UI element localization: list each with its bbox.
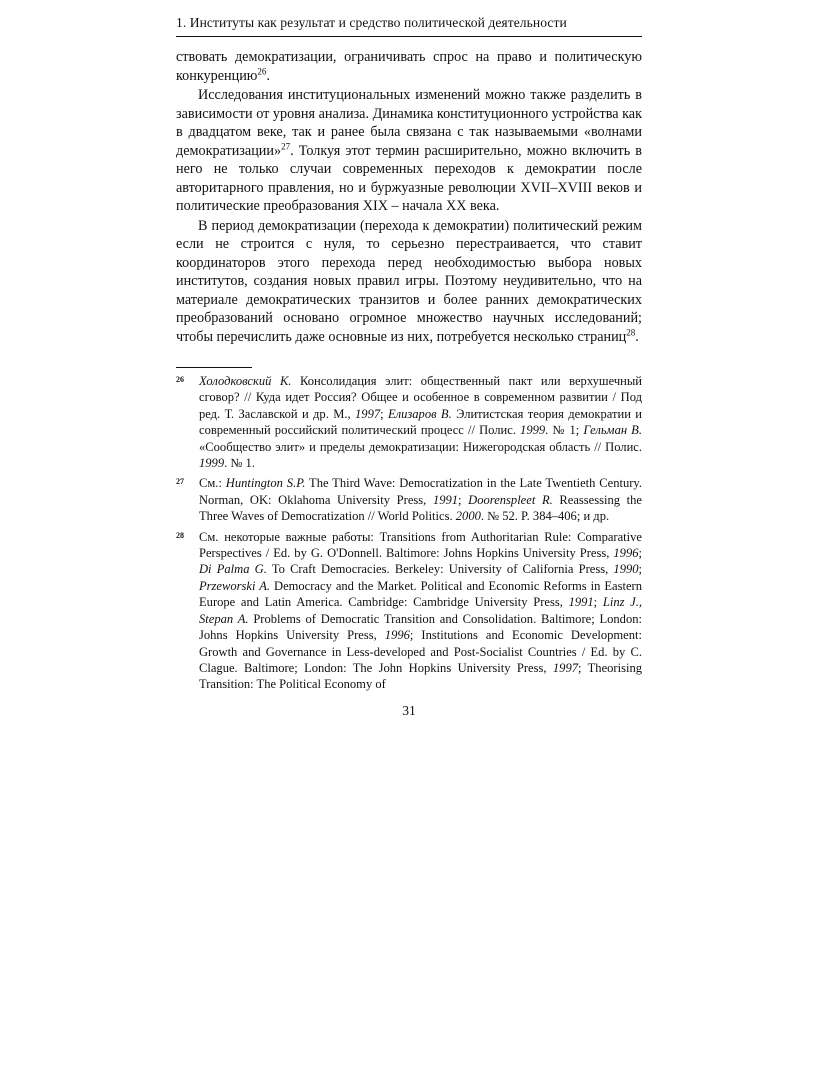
footnote-run: Элитистская теория демократии и современный российский политический процесс // Полис. [199, 406, 642, 438]
footnote-italic-run: Di Palma G. [199, 562, 267, 577]
paragraph-text: В период демократизации (перехода к демократии) политический режим если не строится с нуля, то серьезно перестраивается, что ставит координаторов этого перехода перед необходимостью выбора новых институтов, создания новых правил игры. Поэтому неудивительно, что на материале демократических транзитов и более ранних демократических преобразований основано огромное множество научных исследований; чтобы перечислить даже основные из них, потребуется несколько страниц [176, 217, 642, 345]
book-page [176, 14, 642, 719]
footnote-run: ; Theorising Transition: The Political Economy of [199, 660, 642, 692]
footnote-number: 27 [176, 477, 184, 487]
footnote-italic-run: 1996 [613, 546, 639, 561]
paragraph-text: Исследования институциональных изменений можно также разделить в зависимости от уровня анализа. Динамика конституционного устройства как в двадцатом веке, так и ранее была связана с так называемыми «волнами демократизации» [176, 87, 642, 159]
running-head: 1. Институты как результат и средство политической деятельности [176, 14, 642, 37]
footnote-italic-run: Елизаров В. [387, 406, 452, 421]
footnote-italic-run: 1996 [384, 628, 410, 643]
footnote-run: . № 52. P. 384–406; и др. [480, 509, 610, 524]
main-text [176, 48, 642, 346]
footnote-ref: 26 [257, 65, 267, 76]
footnote-italic-run: 2000 [455, 509, 481, 524]
footnote-italic-run: 1991 [432, 492, 459, 507]
footnote-run: Democracy and the Market. Political and Economic Reforms in Eastern Europe and Latin America. Cambridge: Cambridge University Press, [199, 578, 642, 610]
footnote-run: . № 1. [224, 456, 255, 471]
footnote-italic-run: Гельман В. [583, 423, 642, 438]
footnotes [176, 373, 642, 693]
footnote-run: Problems of Democratic Transition and Consolidation. Baltimore; London: Johns Hopkins University Press, [199, 611, 642, 643]
footnote-run: См. некоторые важные работы: Transitions from Authoritarian Rule: Comparative Perspectives / Ed. by G. O'Donnell. Baltimore: Johns Hopkins University Press, [199, 529, 642, 561]
footnote-separator [176, 367, 252, 368]
paragraph-tail: . [635, 328, 639, 345]
footnote-italic-run: Przeworski A. [199, 578, 271, 593]
footnote-run: «Сообщество элит» и пределы демократизации: Нижегородская область // Полис. [199, 439, 642, 454]
footnote [176, 373, 642, 471]
paragraph [176, 217, 642, 347]
footnote-run: To Craft Democracies. Berkeley: University of California Press, [266, 562, 614, 577]
footnote-ref: 27 [281, 140, 291, 151]
footnote-number: 26 [176, 375, 184, 384]
paragraph [176, 48, 642, 85]
footnote-italic-run: Doorenspleet R. [468, 492, 553, 507]
footnote-run: ; [380, 406, 388, 421]
footnote-italic-run: Huntington S.P. [225, 476, 306, 491]
footnote-run: ; [638, 546, 642, 561]
footnote-italic-run: 1999 [520, 423, 546, 438]
footnote-text [199, 476, 642, 523]
page-number: 31 [402, 702, 416, 718]
footnote-italic-run: 1990 [613, 562, 639, 577]
footnote-run: Reassessing the Three Waves of Democratization // World Politics. [199, 492, 643, 524]
footnote-italic-run: 1999 [199, 456, 225, 471]
footnote-run: . № 1; [545, 423, 584, 438]
footnote-italic-run: 1997 [355, 406, 381, 421]
paragraph-tail: . Толкуя этот термин расширительно, можно включить в него не только случаи современных переходов к демократии после авторитарного правления, но и буржуазные революции XVII–XVIII веков и политические преобразования XIX – начала XX века. [176, 142, 642, 214]
footnote-run: ; Institutions and Economic Development: Growth and Governance in Less-developed and Post-Socialist Countries / Ed. by C. Clague. Baltimore; London: The John Hopkins University Press, [199, 628, 642, 675]
footnote-text [199, 530, 642, 692]
footnote-number: 28 [176, 530, 184, 540]
footnote-ref: 28 [626, 326, 636, 337]
footnote [176, 529, 642, 693]
footnote-run: Консолидация элит: общественный пакт или верхушечный сговор? // Куда идет Россия? Общее и особенное в современном развитии / Под ред. Т. Заславской и др. М., [199, 374, 642, 421]
footnote-run: The Third Wave: Democratization in the Late Twentieth Century. Norman, OK: Oklahoma University Press, [199, 476, 642, 507]
footnote-run: ; [638, 562, 643, 577]
footnote-italic-run: 1991 [568, 595, 594, 610]
footnote-run: ; [593, 595, 603, 610]
paragraph-tail: . [266, 67, 270, 84]
footnote-text [199, 374, 642, 470]
paragraph [176, 86, 642, 216]
footnote-italic-run: Linz J., Stepan A. [199, 595, 643, 626]
footnote-run: См.: [199, 476, 226, 491]
paragraph-text: ствовать демократизации, ограничивать спрос на право и политическую конкуренцию [176, 49, 642, 84]
footnote-run: ; [458, 492, 469, 507]
footnote-italic-run: 1997 [552, 660, 578, 675]
footnote [176, 475, 642, 524]
footnote-italic-run: Холодковский К. [199, 374, 292, 388]
